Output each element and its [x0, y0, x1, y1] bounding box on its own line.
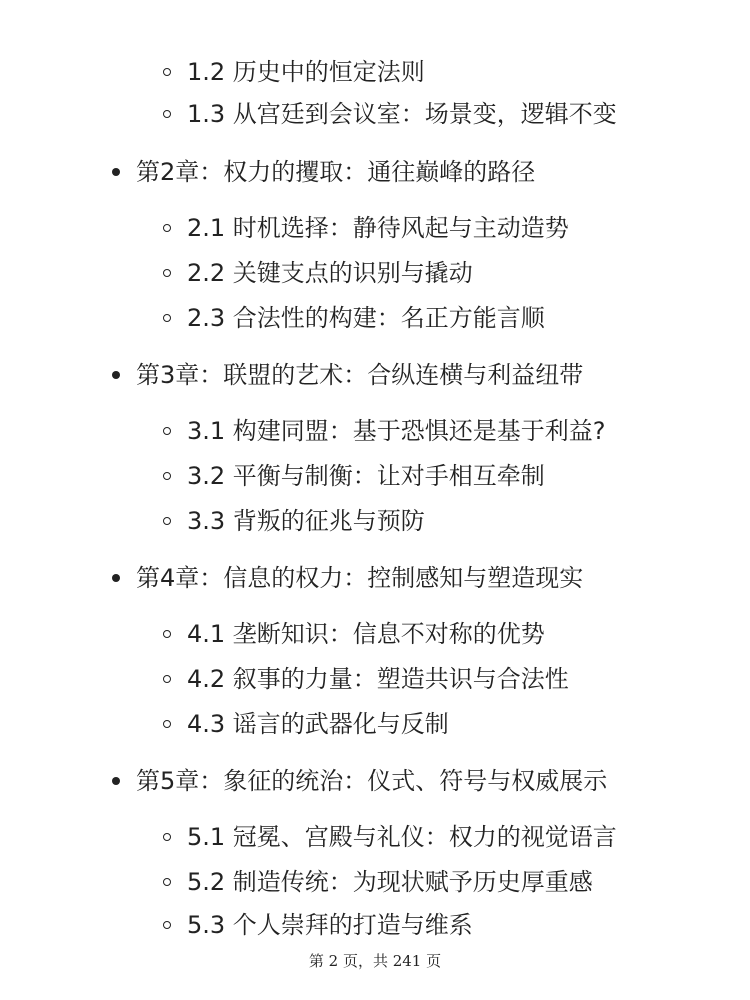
toc-item-text: 3.3 背叛的征兆与预防 [187, 507, 425, 535]
toc-section-item [163, 709, 449, 739]
hollow-bullet-icon [163, 630, 171, 638]
toc-item-text: 5.1 冠冕、宫殿与礼仪：权力的视觉语言 [187, 823, 617, 851]
toc-item-text: 第2章：权力的攫取：通往巅峰的路径 [136, 158, 536, 186]
toc-section-item [163, 867, 593, 897]
toc-item-text: 5.2 制造传统：为现状赋予历史厚重感 [187, 868, 593, 896]
toc-section-item [163, 258, 473, 288]
hollow-bullet-icon [163, 269, 171, 277]
toc-item-text: 1.3 从宫廷到会议室：场景变，逻辑不变 [187, 100, 617, 128]
toc-item-text: 第4章：信息的权力：控制感知与塑造现实 [136, 564, 584, 592]
toc-item-text: 3.2 平衡与制衡：让对手相互牵制 [187, 462, 545, 490]
toc-item-text: 3.1 构建同盟：基于恐惧还是基于利益? [187, 417, 606, 445]
hollow-bullet-icon [163, 878, 171, 886]
toc-item-text: 第5章：象征的统治：仪式、符号与权威展示 [136, 767, 608, 795]
toc-item-text: 2.3 合法性的构建：名正方能言顺 [187, 304, 545, 332]
toc-section-item [163, 57, 425, 87]
toc-item-text: 4.1 垄断知识：信息不对称的优势 [187, 620, 545, 648]
toc-item-text: 5.3 个人崇拜的打造与维系 [187, 911, 473, 939]
hollow-bullet-icon [163, 110, 171, 118]
toc-chapter-item [112, 563, 583, 593]
hollow-bullet-icon [163, 472, 171, 480]
toc-section-item [163, 910, 473, 940]
hollow-bullet-icon [163, 720, 171, 728]
page-number-footer: 第 2 页，共 241 页 [308, 952, 442, 970]
hollow-bullet-icon [163, 68, 171, 76]
hollow-bullet-icon [163, 517, 171, 525]
hollow-bullet-icon [163, 224, 171, 232]
toc-section-item [163, 416, 606, 446]
hollow-bullet-icon [163, 833, 171, 841]
toc-section-item [163, 619, 545, 649]
toc-chapter-item [112, 360, 583, 390]
toc-section-item [163, 461, 545, 491]
filled-bullet-icon [112, 168, 120, 176]
toc-item-text: 4.2 叙事的力量：塑造共识与合法性 [187, 665, 569, 693]
hollow-bullet-icon [163, 675, 171, 683]
toc-item-text: 第3章：联盟的艺术：合纵连横与利益纽带 [136, 361, 584, 389]
toc-chapter-item [112, 157, 535, 187]
toc-section-item [163, 213, 569, 243]
toc-item-text: 2.2 关键支点的识别与撬动 [187, 259, 473, 287]
hollow-bullet-icon [163, 921, 171, 929]
toc-section-item [163, 664, 569, 694]
filled-bullet-icon [112, 574, 120, 582]
toc-section-item [163, 822, 617, 852]
toc-chapter-item [112, 766, 607, 796]
toc-item-text: 4.3 谣言的武器化与反制 [187, 710, 449, 738]
toc-item-text: 2.1 时机选择：静待风起与主动造势 [187, 214, 569, 242]
toc-item-text: 1.2 历史中的恒定法则 [187, 58, 425, 86]
hollow-bullet-icon [163, 314, 171, 322]
filled-bullet-icon [112, 371, 120, 379]
toc-section-item [163, 99, 617, 129]
filled-bullet-icon [112, 777, 120, 785]
toc-section-item [163, 303, 545, 333]
toc-section-item [163, 506, 425, 536]
hollow-bullet-icon [163, 427, 171, 435]
